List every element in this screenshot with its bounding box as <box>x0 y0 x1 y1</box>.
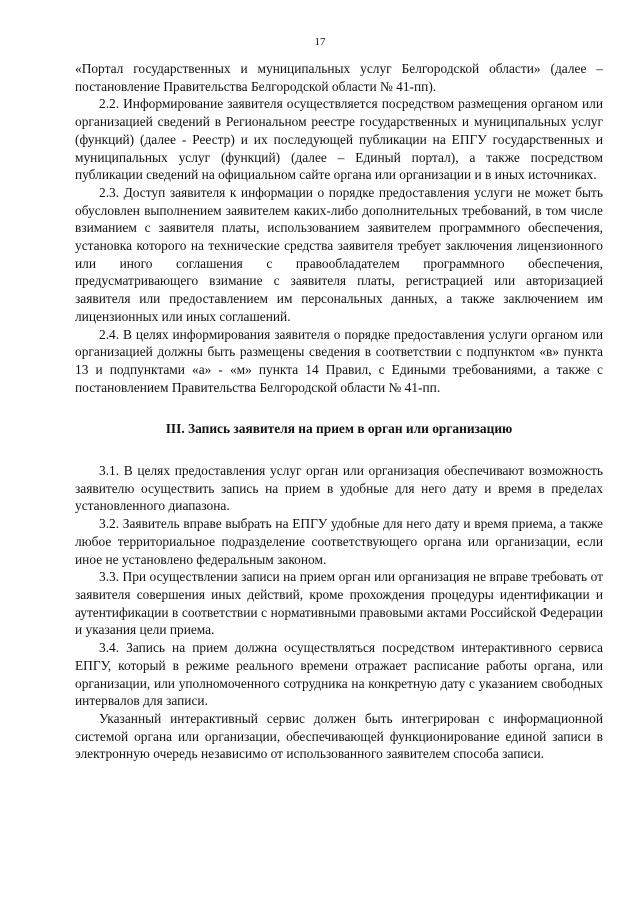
paragraph-3-1: 3.1. В целях предоставления услуг орган или организация обеспечивают возможность заявителю осуществить запись на прием в удобные для него дату и время в пределах установленного диапазона. <box>75 463 603 514</box>
page-number: 17 <box>314 36 326 48</box>
paragraph-2-4: 2.4. В целях информирования заявителя о порядке предоставления услуги органом или организацией должны быть размещены сведения в соответствии с подпунктом «в» пункта 13 и подпунктами «а» - «м» пункта 14 Правил, с Едиными требованиями, а также с постановлением Правительства Белгородской области № 41-пп. <box>75 326 603 395</box>
paragraph-3-2: 3.2. Заявитель вправе выбрать на ЕПГУ удобные для него дату и время приема, а также любое территориальное подразделение соответствующего органа или организации, если иное не установлено федеральным законом. <box>75 516 603 567</box>
paragraph-continuation: «Портал государственных и муниципальных услуг Белгородской области» (далее – постановление Правительства Белгородской области № 41-пп). <box>75 61 603 94</box>
paragraph-2-2: 2.2. Информирование заявителя осуществляется посредством размещения органом или организацией сведений в Региональном реестре государственных и муниципальных услуг (функций) (далее - Реестр) и их последующей публикации на ЕПГУ государственных и муниципальных услуг (функций) (далее – Единый портал), а также посредством публикации сведений на официальном сайте органа или организации и в иных источниках. <box>75 96 603 183</box>
paragraph-3-4: 3.4. Запись на прием должна осуществляться посредством интерактивного сервиса ЕПГУ, который в режиме реального времени отражает расписание работы органа, или организации, или уполномоченного сотрудника на конкретную дату с указанием свободных интервалов для записи. <box>75 640 603 709</box>
paragraph-3-3: 3.3. При осуществлении записи на прием орган или организация не вправе требовать от заявителя совершения иных действий, кроме прохождения процедуры идентификации и аутентификации в соответствии с нормативными правовыми актами Российской Федерации и указания цели приема. <box>75 569 603 638</box>
paragraph-2-3: 2.3. Доступ заявителя к информации о порядке предоставления услуги не может быть обусловлен выполнением заявителем каких-либо дополнительных требований, в том числе взиманием с заявителя платы, использованием заявителем программного обеспечения, установка которого на технические средства заявителя требует заключения лицензионного или иного соглашения с правообладателем программного обеспечения, предусматривающего взимание с заявителя платы, регистрацией или авторизацией заявителя или предоставлением им персональных данных, а также заключением им лицензионных или иных соглашений. <box>75 184 603 324</box>
document-body <box>75 60 603 763</box>
paragraph-interactive-service: Указанный интерактивный сервис должен быть интегрирован с информационной системой органа или организации, обеспечивающей функционирование единой записи в электронную очередь независимо от использованного заявителем способа записи. <box>75 710 603 762</box>
section-title: III. Запись заявителя на прием в орган или организацию <box>165 421 513 437</box>
